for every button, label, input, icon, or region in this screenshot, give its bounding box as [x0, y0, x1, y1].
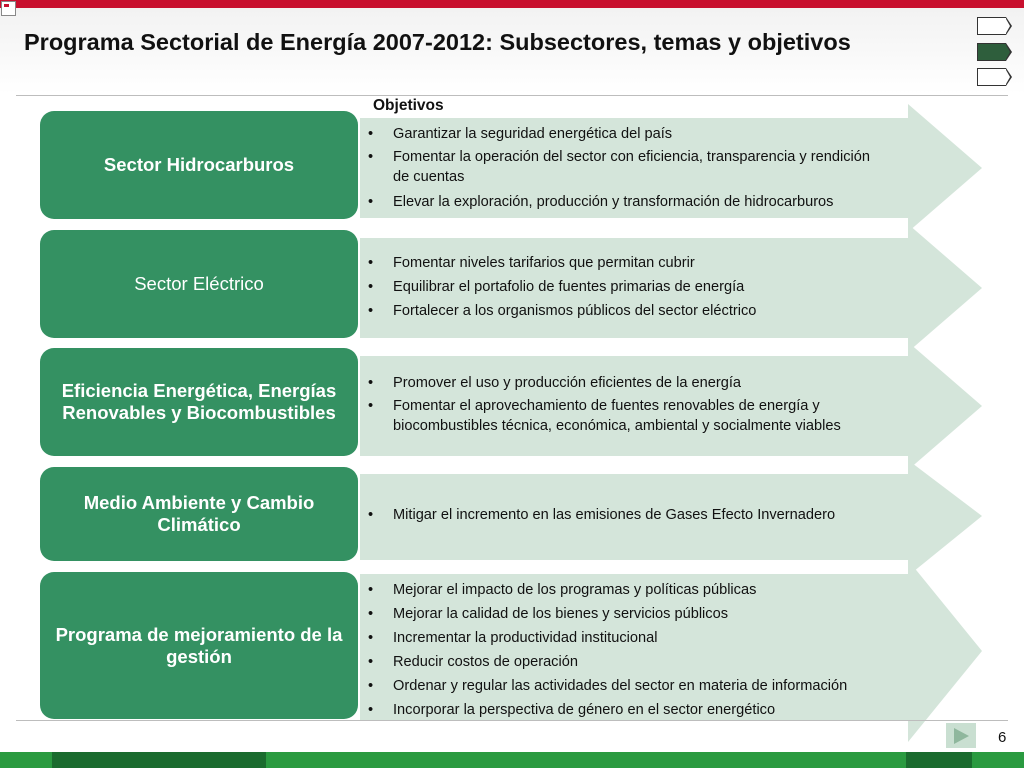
objective-item: • Elevar la exploración, producción y transformación de hidrocarburos: [365, 190, 875, 214]
page-title: Programa Sectorial de Energía 2007-2012: Subsectores, temas y objetivos: [24, 29, 851, 55]
sector-label: Medio Ambiente y Cambio Climático: [83, 492, 315, 535]
objective-item: • Fomentar el aprovechamiento de fuentes renovables de energía y biocombustibles técnica, económica, ambiental y socialmente viables: [365, 395, 905, 439]
sector-box-eficiencia: [40, 348, 358, 456]
page-number: 6: [998, 729, 1007, 746]
footer-bar-segment: [906, 752, 972, 768]
footer-bar-segment: [0, 752, 52, 768]
objectives-list-eficiencia: [365, 371, 905, 439]
objective-item: • Incrementar la productividad institucional: [365, 626, 925, 650]
objective-item: • Reducir costos de operación: [365, 650, 925, 674]
objective-item: • Mitigar el incremento en las emisiones de Gases Efecto Invernadero: [365, 503, 905, 527]
objectives-list-medio-ambiente: [365, 503, 905, 527]
sector-box-electrico: [40, 230, 358, 338]
sector-label: Eficiencia Energética, Energías Renovables y Biocombustibles: [61, 380, 337, 423]
sector-box-medio-ambiente: [40, 467, 358, 561]
footer-divider: [16, 720, 1008, 721]
objective-item: • Equilibrar el portafolio de fuentes primarias de energía: [365, 275, 875, 299]
objectives-heading: Objetivos: [373, 97, 444, 114]
objectives-list-gestion: [365, 578, 925, 722]
footer-bar-segment: [52, 752, 266, 768]
objective-item: • Ordenar y regular las actividades del sector en materia de información: [365, 674, 925, 698]
slide-thumbnail-icon[interactable]: [1, 1, 16, 16]
sector-label: Programa de mejoramiento de la gestión: [55, 623, 343, 667]
objective-item: • Mejorar la calidad de los bienes y servicios públicos: [365, 602, 925, 626]
objective-item: • Garantizar la seguridad energética del país: [365, 122, 875, 146]
sector-label: Sector Eléctrico: [134, 273, 264, 294]
objective-item: • Promover el uso y producción eficientes de la energía: [365, 371, 905, 395]
objective-item: • Fortalecer a los organismos públicos del sector eléctrico: [365, 299, 875, 323]
section-tab-1[interactable]: [977, 17, 1006, 35]
objective-item: • Fomentar la operación del sector con eficiencia, transparencia y rendición de cuentas: [365, 146, 875, 190]
footer-bar-segment: [266, 752, 906, 768]
objectives-list-hidrocarburos: [365, 122, 875, 214]
objectives-list-electrico: [365, 251, 875, 323]
top-red-bar: [0, 0, 1024, 8]
section-tab-3[interactable]: [977, 68, 1006, 86]
sector-box-gestion: [40, 572, 358, 719]
sector-label: Sector Hidrocarburos: [103, 154, 295, 175]
objective-item: • Incorporar la perspectiva de género en el sector energético: [365, 698, 925, 722]
section-tab-2-active[interactable]: [977, 43, 1006, 61]
next-slide-icon[interactable]: [946, 723, 976, 748]
header-divider: [16, 95, 1008, 96]
footer-bar-segment: [972, 752, 1024, 768]
objective-item: • Mejorar el impacto de los programas y políticas públicas: [365, 578, 925, 602]
objective-item: • Fomentar niveles tarifarios que permitan cubrir: [365, 251, 875, 275]
sector-box-hidrocarburos: [40, 111, 358, 219]
